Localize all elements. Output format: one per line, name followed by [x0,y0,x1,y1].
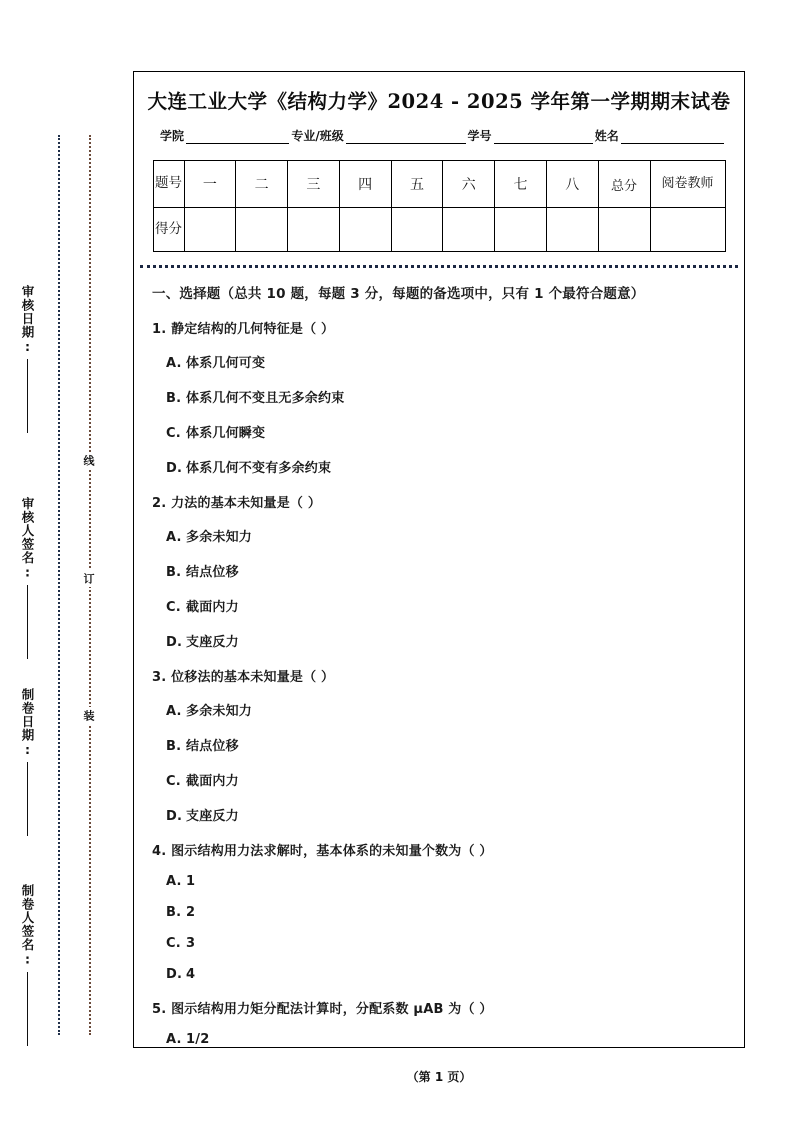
exam-content [152,282,728,1047]
question-3-option-a[interactable] [166,700,728,719]
question-1-option-d[interactable] [166,457,728,476]
score-table-col-4: 四 [339,161,391,208]
question-3-option-b[interactable] [166,735,728,754]
field-input-name[interactable] [621,130,724,144]
score-cell-5[interactable] [391,208,443,252]
question-4-option-d[interactable] [166,967,728,982]
binding-label-review-date-text: 审核日期: [20,285,35,355]
option-text: 多余未知力 [186,704,253,719]
question-1-option-c[interactable] [166,422,728,441]
binding-label-reviewer-signature [18,497,36,659]
option-text: 截面内力 [186,774,239,789]
option-label: B. [166,739,182,754]
question-2-option-a[interactable] [166,526,728,545]
field-label-college: 学院 [160,129,185,143]
binding-label-underline [27,972,28,1046]
question-1-option-a[interactable] [166,352,728,371]
option-label: A. [166,874,182,889]
question-4-option-a[interactable] [166,874,728,889]
option-label: D. [166,461,183,476]
binding-label-underline [27,585,28,659]
binding-label-maker-signature [18,884,36,1046]
binding-margin [0,0,133,1122]
option-label: D. [166,809,183,824]
score-table-col-7: 七 [495,161,547,208]
question-4-option-b[interactable] [166,905,728,920]
option-text: 多余未知力 [186,530,253,545]
exam-paper [133,71,745,1048]
option-text: 截面内力 [186,600,239,615]
field-input-student-id[interactable] [494,130,593,144]
question-2-option-d[interactable] [166,631,728,650]
table-row-question-numbers [153,161,725,208]
option-text: 体系几何瞬变 [186,426,266,441]
option-text: 体系几何不变且无多余约束 [186,391,345,406]
option-label: C. [166,426,181,441]
score-table-wrapper [153,160,726,252]
question-5-option-a[interactable] [166,1032,728,1047]
option-text: 结点位移 [186,739,239,754]
binding-label-underline [27,762,28,836]
binding-mark-staple: 订 [83,570,94,587]
question-2-option-c[interactable] [166,596,728,615]
score-cell-grader[interactable] [650,208,725,252]
score-table-col-total: 总分 [598,161,650,208]
option-label: A. [166,1032,182,1047]
score-table-col-2: 二 [236,161,288,208]
binding-mark-line: 线 [83,452,94,469]
score-cell-1[interactable] [184,208,236,252]
option-text: 3 [186,936,196,951]
student-info-row [160,127,726,144]
score-cell-7[interactable] [495,208,547,252]
option-text: 4 [186,967,196,982]
option-text: 体系几何不变有多余约束 [186,461,332,476]
field-input-college[interactable] [186,130,289,144]
field-label-major-class: 专业/班级 [291,129,344,143]
option-label: C. [166,774,181,789]
option-text: 结点位移 [186,565,239,580]
binding-label-review-date [18,285,36,433]
question-3-option-c[interactable] [166,770,728,789]
binding-label-underline [27,359,28,433]
score-cell-total[interactable] [598,208,650,252]
binding-mark-bind: 装 [83,707,94,724]
option-text: 1 [186,874,196,889]
question-stem-5: 5. 图示结构用力矩分配法计算时，分配系数 μAB 为（ ） [152,1002,493,1017]
binding-label-maker-signature-text: 制卷人签名: [20,884,35,968]
score-table-col-3: 三 [288,161,340,208]
field-input-major-class[interactable] [346,130,466,144]
score-table-col-6: 六 [443,161,495,208]
score-table-header-score: 得分 [153,208,184,252]
option-text: 支座反力 [186,635,239,650]
question-4-option-c[interactable] [166,936,728,951]
page-footer [133,1068,745,1085]
score-cell-4[interactable] [339,208,391,252]
score-table-header-question-no: 题号 [153,161,184,208]
score-cell-3[interactable] [288,208,340,252]
score-table-col-5: 五 [391,161,443,208]
option-text: 支座反力 [186,809,239,824]
score-cell-6[interactable] [443,208,495,252]
option-label: C. [166,936,181,951]
option-label: B. [166,565,182,580]
question-stem-1: 1. 静定结构的几何特征是（ ） [152,322,335,337]
option-label: D. [166,967,183,982]
section-divider [140,265,738,268]
question-stem-4: 4. 图示结构用力法求解时，基本体系的未知量个数为（ ） [152,844,493,859]
binding-label-reviewer-signature-text: 审核人签名: [20,497,35,581]
field-label-name: 姓名 [594,129,619,143]
table-row-scores [153,208,725,252]
option-label: D. [166,635,183,650]
score-cell-8[interactable] [546,208,598,252]
score-cell-2[interactable] [236,208,288,252]
option-text: 体系几何可变 [186,356,266,371]
question-2-option-b[interactable] [166,561,728,580]
score-table [153,160,726,252]
option-label: B. [166,391,182,406]
option-label: A. [166,356,182,371]
score-table-col-1: 一 [184,161,236,208]
question-stem-2: 2. 力法的基本未知量是（ ） [152,496,322,511]
option-label: B. [166,905,182,920]
binding-dashed-rule-left [58,135,60,1035]
field-label-student-id: 学号 [467,129,492,143]
option-label: A. [166,704,182,719]
option-text: 1/2 [186,1032,210,1047]
score-table-col-8: 八 [546,161,598,208]
section-heading-multiple-choice: 一、选择题（总共 10 题，每题 3 分，每题的备选项中，只有 1 个最符合题意） [152,286,645,302]
score-table-col-grader: 阅卷教师 [650,161,725,208]
page-number: （第 1 页） [406,1070,472,1084]
question-3-option-d[interactable] [166,805,728,824]
question-stem-3: 3. 位移法的基本未知量是（ ） [152,670,335,685]
question-1-option-b[interactable] [166,387,728,406]
option-label: A. [166,530,182,545]
binding-label-paper-date [18,688,36,836]
option-text: 2 [186,905,196,920]
option-label: C. [166,600,181,615]
exam-title: 大连工业大学《结构力学》2024 - 2025 学年第一学期期末试卷 [147,90,731,113]
binding-label-paper-date-text: 制卷日期: [20,688,35,758]
